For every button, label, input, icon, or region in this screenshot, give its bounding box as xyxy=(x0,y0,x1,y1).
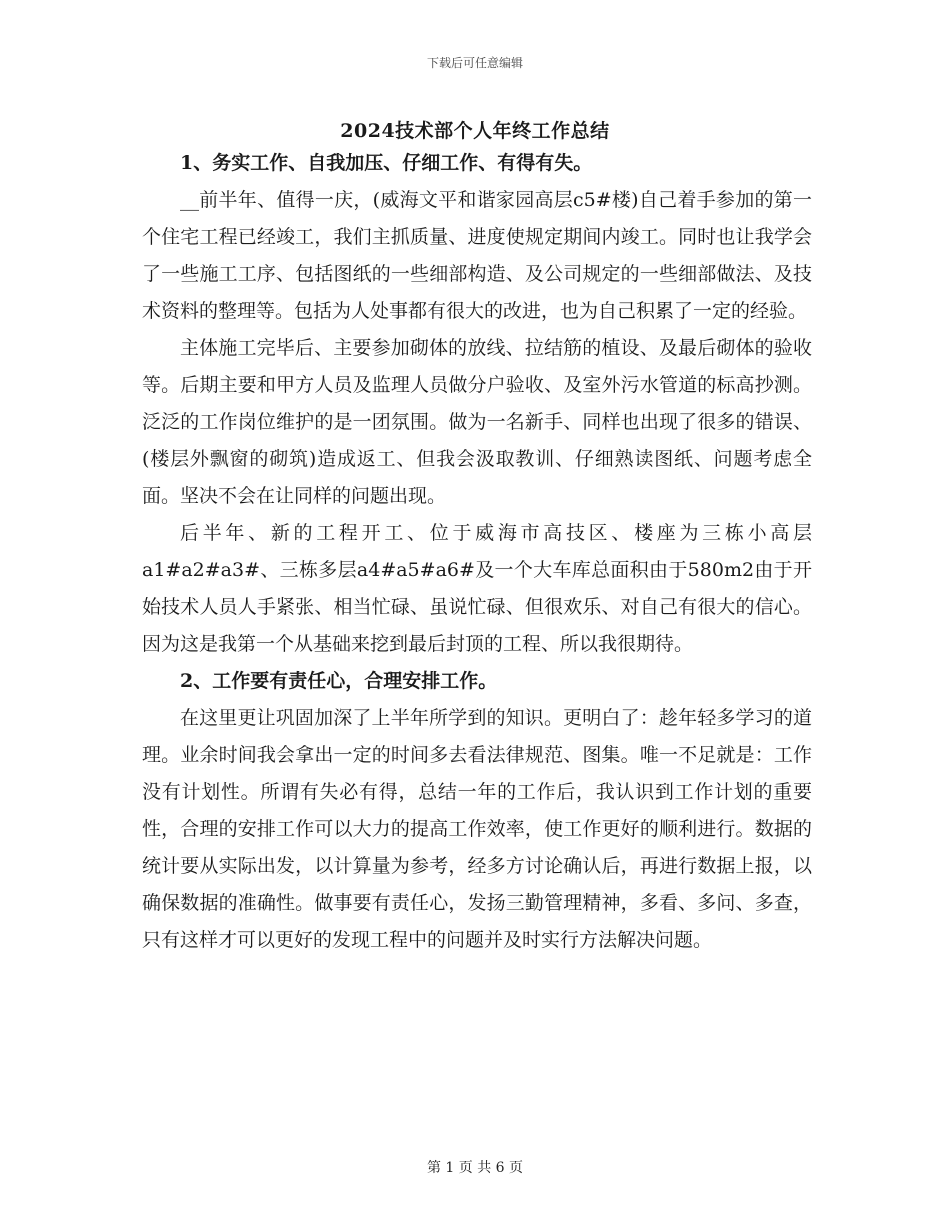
page-number: 第 1 页 共 6 页 xyxy=(426,1160,524,1176)
body-paragraph: 后半年、新的工程开工、位于威海市高技区、楼座为三栋小高层a1#a2#a3#、三栋多层a4#a5#a6#及一个大车库总面积由于580m2由于开始技术人员人手紧张、相当忙碌、虽说忙碌、但很欢乐、对自己有很大的信心。因为这是我第一个从基础来挖到最后封顶的工程、所以我很期待。 xyxy=(142,522,812,655)
page-header-note: 下载后可任意编辑 xyxy=(426,56,523,70)
body-paragraph: 主体施工完毕后、主要参加砌体的放线、拉结筋的植设、及最后砌体的验收等。后期主要和甲方人员及监理人员做分户验收、及室外污水管道的标高抄测。泛泛的工作岗位维护的是一团氛围。做为一名新手、同样也出现了很多的错误、(楼层外飘窗的砌筑)造成返工、但我会汲取教训、仔细熟读图纸、问题考虑全面。坚决不会在让同样的问题出现。 xyxy=(142,337,812,507)
section-heading-2: 2、工作要有责任心，合理安排工作。 xyxy=(180,670,498,692)
document-title: 2024技术部个人年终工作总结 xyxy=(340,120,610,142)
body-paragraph: __前半年、值得一庆，(威海文平和谐家园高层c5#楼)自己着手参加的第一个住宅工程已经竣工，我们主抓质量、进度使规定期间内竣工。同时也让我学会了一些施工工序、包括图纸的一些细部构造、及公司规定的一些细部做法、及技术资料的整理等。包括为人处事都有很大的改进，也为自己积累了一定的经验。 xyxy=(142,189,812,322)
body-paragraph: 在这里更让巩固加深了上半年所学到的知识。更明白了：趁年轻多学习的道理。业余时间我会拿出一定的时间多去看法律规范、图集。唯一不足就是：工作没有计划性。所谓有失必有得，总结一年的工作后，我认识到工作计划的重要性，合理的安排工作可以大力的提高工作效率，使工作更好的顺利进行。数据的统计要从实际出发，以计算量为参考，经多方讨论确认后，再进行数据上报，以确保数据的准确性。做事要有责任心，发扬三勤管理精神，多看、多问、多查，只有这样才可以更好的发现工程中的问题并及时实行方法解决问题。 xyxy=(142,707,812,951)
section-heading-1: 1、务实工作、自我加压、仔细工作、有得有失。 xyxy=(180,152,593,174)
document-body xyxy=(142,145,812,959)
